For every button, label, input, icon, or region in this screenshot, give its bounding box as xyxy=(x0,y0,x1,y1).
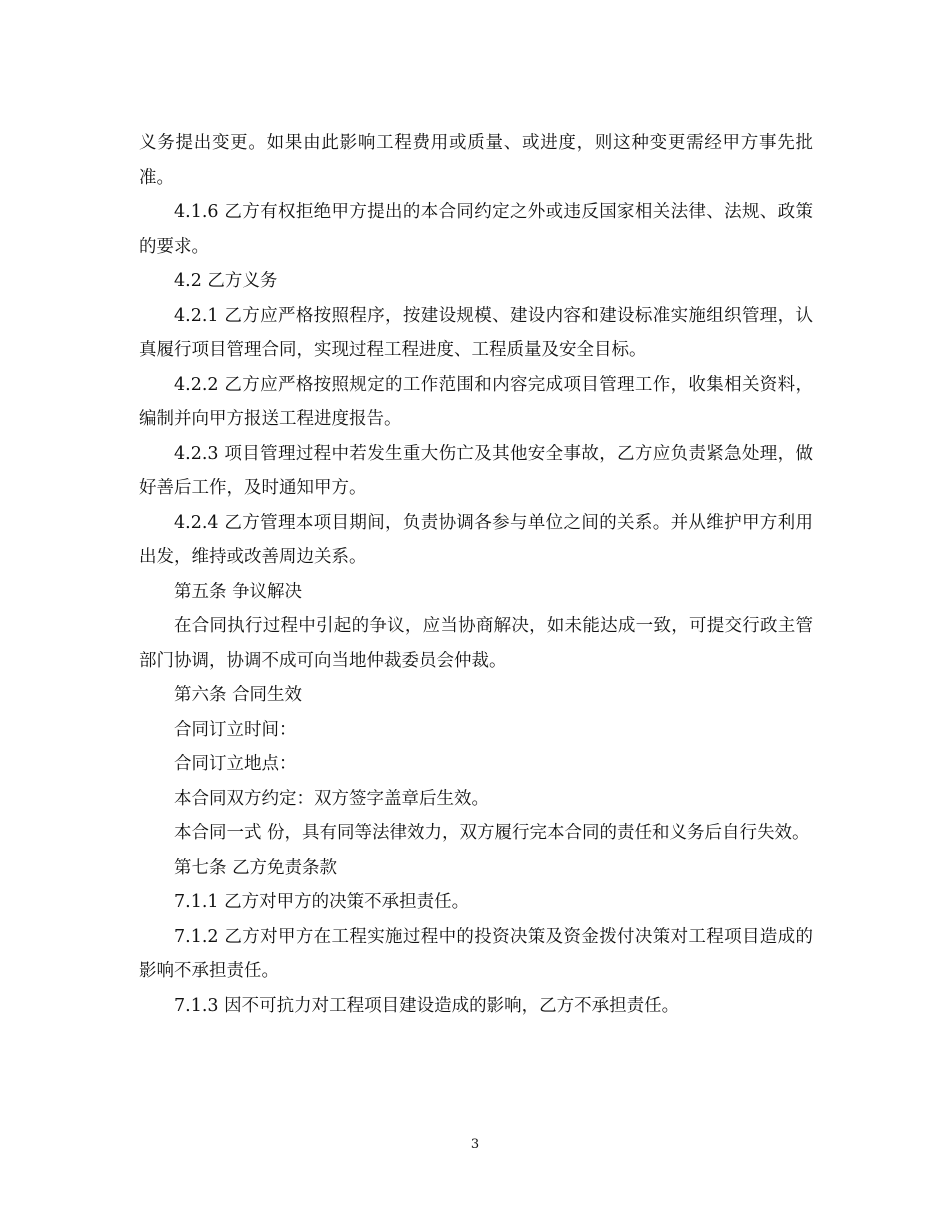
paragraph-7-1-1: 7.1.1 乙方对甲方的决策不承担责任。 xyxy=(174,892,470,912)
article-5-body: 在合同执行过程中引起的争议，应当协商解决，如未能达成一致，可提交行政主管部门协调，协调不成可向当地仲裁委员会仲裁。 xyxy=(139,616,813,671)
document-body xyxy=(139,126,813,1023)
paragraph-4-2-3: 4.2.3 项目管理过程中若发生重大伤亡及其他安全事故，乙方应负责紧急处理，做好善后工作，及时通知甲方。 xyxy=(139,443,813,498)
paragraph-2: 4.1.6 乙方有权拒绝甲方提出的本合同约定之外或违反国家相关法律、法规、政策的要求。 xyxy=(139,202,813,257)
section-heading-4-2: 4.2 乙方义务 xyxy=(174,271,278,291)
article-5-heading: 第五条 争议解决 xyxy=(174,581,303,602)
effectiveness-clause: 本合同双方约定：双方签字盖章后生效。 xyxy=(174,788,489,809)
contract-place-line: 合同订立地点： xyxy=(174,754,297,774)
copies-clause: 本合同一式 份，具有同等法律效力，双方履行完本合同的责任和义务后自行失效。 xyxy=(174,823,810,843)
article-7-heading: 第七条 乙方免责条款 xyxy=(174,857,338,878)
paragraph-4-2-2: 4.2.2 乙方应严格按照规定的工作范围和内容完成项目管理工作，收集相关资料，编制并向甲方报送工程进度报告。 xyxy=(139,374,813,429)
article-6-heading: 第六条 合同生效 xyxy=(174,685,303,705)
paragraph-7-1-3: 7.1.3 因不可抗力对工程项目建设造成的影响，乙方不承担责任。 xyxy=(174,995,680,1016)
contract-date-line: 合同订立时间： xyxy=(174,719,297,740)
paragraph-4-2-4: 4.2.4 乙方管理本项目期间，负责协调各参与单位之间的关系。并从维护甲方利用出发，维持或改善周边关系。 xyxy=(139,512,813,567)
paragraph-1: 义务提出变更。如果由此影响工程费用或质量、或进度，则这种变更需经甲方事先批准。 xyxy=(139,133,813,188)
paragraph-7-1-2: 7.1.2 乙方对甲方在工程实施过程中的投资决策及资金拨付决策对工程项目造成的影响不承担责任。 xyxy=(139,926,813,981)
paragraph-4-2-1: 4.2.1 乙方应严格按照程序，按建设规模、建设内容和建设标准实施组织管理，认真履行项目管理合同，实现过程工程进度、工程质量及安全目标。 xyxy=(139,305,813,360)
page-number: 3 xyxy=(470,1137,480,1152)
